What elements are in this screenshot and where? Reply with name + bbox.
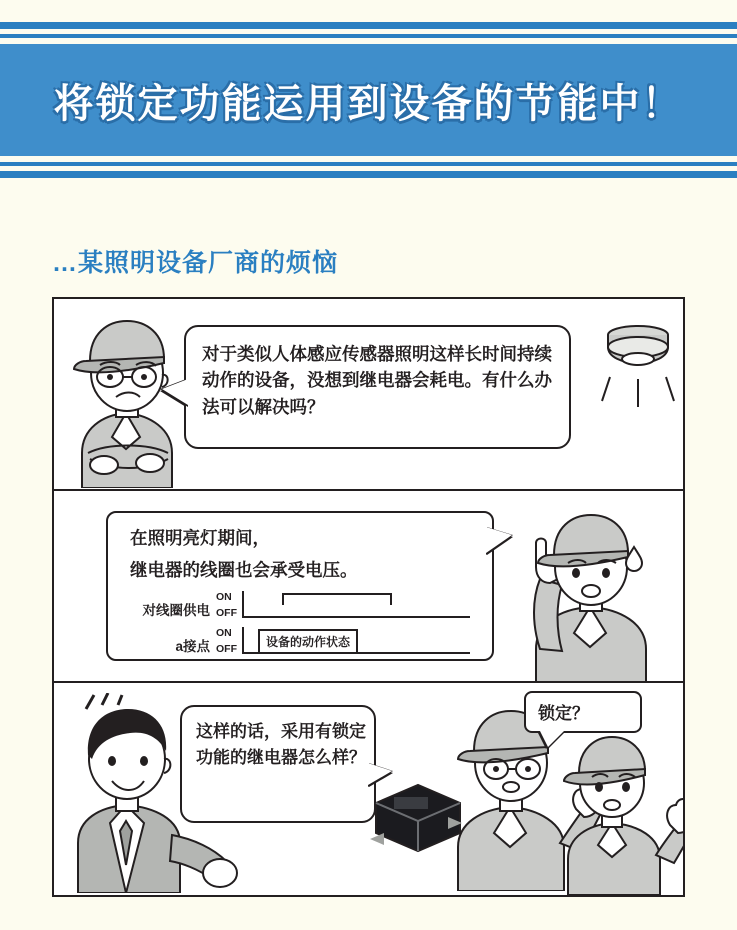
speech-balloon-4 bbox=[524, 691, 642, 733]
timing-diagram-row-coil bbox=[130, 591, 470, 621]
timing-diagram bbox=[130, 591, 470, 659]
timing-diagram-row-contact-label: a接点 bbox=[175, 639, 210, 654]
pointing-man-with-cap bbox=[506, 499, 681, 683]
header-rule-top-thin bbox=[0, 34, 737, 38]
speech-balloon-2-line-1: 在照明亮灯期间， bbox=[130, 528, 270, 548]
speech-balloon-3 bbox=[180, 705, 376, 823]
timing-diagram-annotation: 设备的动作状态 bbox=[258, 629, 358, 654]
speech-balloon-2 bbox=[106, 511, 494, 661]
balloon-2-tail bbox=[486, 527, 512, 553]
speech-balloon-1 bbox=[184, 325, 571, 449]
timing-diagram-row-coil-pulse bbox=[282, 593, 392, 605]
timing-diagram-row-contact-vaxis bbox=[242, 627, 244, 654]
comic-panel-2 bbox=[54, 491, 683, 683]
timing-diagram-row-contact-on: ON bbox=[216, 627, 232, 639]
speech-balloon-3-text: 这样的话，采用有锁定功能的继电器怎么样？ bbox=[196, 722, 366, 767]
header-title-band bbox=[0, 44, 737, 156]
comic-panel-3 bbox=[54, 683, 683, 895]
speech-balloon-1-text: 对于类似人体感应传感器照明这样长时间持续动作的设备，没想到继电器会耗电。有什么办法可以解决吗？ bbox=[202, 344, 552, 417]
header-rule-top-thick bbox=[0, 22, 737, 29]
timing-diagram-row-contact bbox=[130, 627, 470, 657]
balloon-1-tail bbox=[162, 379, 188, 405]
comic-strip bbox=[52, 297, 685, 897]
page-header bbox=[0, 0, 737, 178]
balloon-4-tail bbox=[540, 731, 564, 747]
speech-balloon-4-text: 锁定？ bbox=[538, 704, 589, 723]
timing-diagram-row-contact-off: OFF bbox=[216, 643, 237, 655]
timing-diagram-row-coil-on: ON bbox=[216, 591, 232, 603]
timing-diagram-row-coil-axis bbox=[242, 616, 470, 618]
timing-diagram-row-coil-off: OFF bbox=[216, 607, 237, 619]
speech-balloon-2-line-2: 继电器的线圈也会承受电压。 bbox=[130, 560, 358, 581]
balloon-3-tail bbox=[368, 763, 392, 785]
page-title: 将锁定功能运用到设备的节能中！ bbox=[53, 81, 684, 126]
header-rule-bottom-thin bbox=[0, 162, 737, 166]
man-with-cap bbox=[554, 725, 683, 895]
timing-diagram-row-coil-label: 对线圈供电 bbox=[142, 603, 210, 618]
ceiling-sensor-light-icon bbox=[592, 317, 683, 417]
comic-panel-1 bbox=[54, 299, 683, 491]
timing-diagram-row-coil-vaxis bbox=[242, 591, 244, 618]
section-heading: …某照明设备厂商的烦恼 bbox=[52, 249, 339, 277]
header-rule-bottom-thick bbox=[0, 171, 737, 178]
